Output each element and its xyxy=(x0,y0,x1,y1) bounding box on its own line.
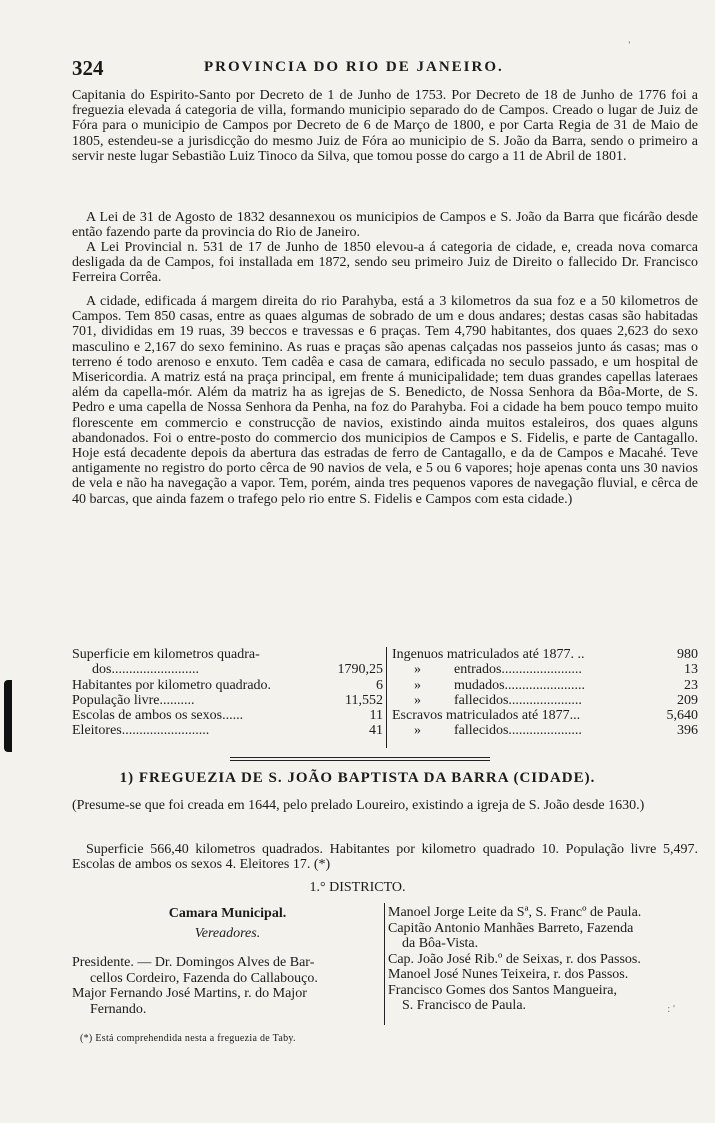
stat-row: dos......................... 1790,25 xyxy=(92,662,383,678)
councillor-line: Manoel Jorge Leite da Sª, S. Francº de Paula. xyxy=(388,905,642,920)
column-divider xyxy=(386,647,387,748)
section-rule xyxy=(230,757,490,758)
councillor-line: Cap. João José Rib.º de Seixas, r. dos Passos. xyxy=(388,951,641,967)
column-divider xyxy=(384,903,385,1025)
councillor-line: S. Francisco de Paula. xyxy=(402,998,527,1013)
councillor-line: da Bôa-Vista. xyxy=(402,936,479,951)
camara-heading: Camara Municipal. xyxy=(168,906,287,921)
stat-row: » fallecidos..................... 209 xyxy=(414,692,698,708)
paragraph-history: Capitania do Espirito-Santo por Decreto de 1 de Junho de 1753. Por Decreto de 18 de Junho de 1776 foi a freguezia elevada á categoria de villa, formando municipio separado do de Campos. Creado o lugar de Juiz de Fóra para o municipio de Campos por Decreto de 6 de Março de 1800, e por Carta Regia de 31 de Maio de 1805, estendeu-se a jurisdicção do mesmo Juiz de Fóra ao municipio de S. João da Barra, sendo o primeiro a servir neste lugar Sebastião Luiz Tinoco da Silva, que tomou posse do cargo a 11 de Abril de 1801. xyxy=(72,88,698,164)
statistics-right-column xyxy=(392,647,698,739)
stat-row: Superficie em kilometros quadra- xyxy=(72,647,260,662)
stat-row: Escolas de ambos os sexos...... 11 xyxy=(72,708,383,724)
stat-row: » entrados....................... 13 xyxy=(414,662,698,678)
councillors-left-list xyxy=(72,955,318,1017)
district-heading: 1.° DISTRICTO. xyxy=(309,880,406,895)
stat-row: Escravos matriculados até 1877... 5,640 xyxy=(392,708,698,724)
councillor-line: Francisco Gomes dos Santos Mangueira, xyxy=(388,982,618,998)
section-rule xyxy=(230,760,490,761)
councillors-right-list xyxy=(388,905,641,1014)
print-mark: : ' xyxy=(667,1003,675,1015)
paragraph-freguezia-stats: Superficie 566,40 kilometros quadrados. Habitantes por kilometro quadrado 10. População livre 5,497. Escolas de ambos os sexos 4. Eleitores 17. (*) xyxy=(72,842,698,873)
paragraph-law-1832: A Lei de 31 de Agosto de 1832 desannexou os municipios de Campos e S. João da Barra que ficárão desde então fazendo parte da provincia do Rio de Janeiro. xyxy=(72,210,698,241)
councillor-line: Manoel José Nunes Teixeira, r. dos Passos. xyxy=(388,967,629,982)
stat-row: » mudados....................... 23 xyxy=(414,677,698,693)
councillor-line: Capitão Antonio Manhães Barreto, Fazenda xyxy=(388,920,634,936)
councillor-line: Fernando. xyxy=(90,1001,147,1017)
section-heading: 1) FREGUEZIA DE S. JOÃO BAPTISTA DA BARRA (CIDADE). xyxy=(119,770,596,786)
stat-row: Eleitores......................... 41 xyxy=(72,723,383,739)
statistics-table xyxy=(72,647,698,750)
stat-row: Ingenuos matriculados até 1877. .. 980 xyxy=(392,647,698,662)
councillor-line: cellos Cordeiro, Fazenda do Callabouço. xyxy=(90,970,318,986)
page-header xyxy=(72,56,697,78)
print-mark: ' xyxy=(628,40,630,49)
paragraph-city-description: A cidade, edificada á margem direita do rio Parahyba, está a 3 kilometros da sua foz e a 50 kilometros de Campos. Tem 850 casas, entre as quaes algumas de sobrado de um e dous andares; destas casas são habitadas 701, divididas em 19 ruas, 39 beccos e travessas e 6 praças. Tem 4,790 habitantes, dos quaes 2,623 do sexo masculino e 2,167 do sexo feminino. As ruas e praças são apenas calçadas nos passeios junto ás casas; mas o terreno é todo arenoso e enxuto. Tem cadêa e casa de camara, edificada no seculo passado, e um hospital de Misericordia. A matriz está na praça principal, em frente á municipalidade; tem duas grandes capellas lateraes além da capella-mór. Além da matriz ha as igrejas de S. Benedicto, de Nossa Senhora da Bôa-Morte, de S. Pedro e uma capella de Nossa Senhora da Penha, na foz do Parahyba. Foi a cidade ha bem pouco tempo muito florescente em commercio e construcção de navios, existindo ainda muitos estaleiros, dos quaes alguns abandonados. Foi o entre-posto do commercio dos municipios de Campos e S. Fidelis, e parte de Cantagallo. Hoje está decadente depois da abertura das estradas de ferro de Cantagallo, e da de Campos e Macahé. Teve antigamente no registro do porto cêrca de 90 navios de vela, e 5 ou 6 vapores; hoje apenas conta uns 30 navios de vela e não ha navegação a vapor. Tem, porém, ainda tres pequenos vapores de navegação fluvial, e cêrca de 40 barcas, que ainda fazem o trafego pelo rio entre S. Fidelis e Campos com esta cidade.) xyxy=(72,294,698,507)
statistics-left-column xyxy=(72,647,383,739)
councillor-line: Presidente. — Dr. Domingos Alves de Bar- xyxy=(72,955,315,970)
stat-row: População livre.......... 11,552 xyxy=(72,692,383,708)
paragraph-law-1850: A Lei Provincial n. 531 de 17 de Junho de 1850 elevou-a á categoria de cidade, e, creada nova comarca desligada da de Campos, foi installada em 1872, sendo seu primeiro Juiz de Direito o fallecido Dr. Francisco Ferreira Corrêa. xyxy=(72,240,698,286)
footnote: (*) Está comprehendida nesta a freguezia de Taby. xyxy=(80,1033,296,1044)
paragraph-foundation: (Presume-se que foi creada em 1644, pelo prelado Loureiro, existindo a igreja de S. João desde 1630.) xyxy=(72,798,645,813)
stat-row: Habitantes por kilometro quadrado. 6 xyxy=(72,677,383,693)
running-title: PROVINCIA DO RIO DE JANEIRO. xyxy=(204,59,504,75)
vereadores-heading: Vereadores. xyxy=(194,926,261,941)
binding-shadow xyxy=(4,680,12,752)
stat-row: » fallecidos..................... 396 xyxy=(414,723,698,739)
page-number: 324 xyxy=(72,56,104,80)
councillor-line: Major Fernando José Martins, r. do Major xyxy=(72,986,307,1001)
